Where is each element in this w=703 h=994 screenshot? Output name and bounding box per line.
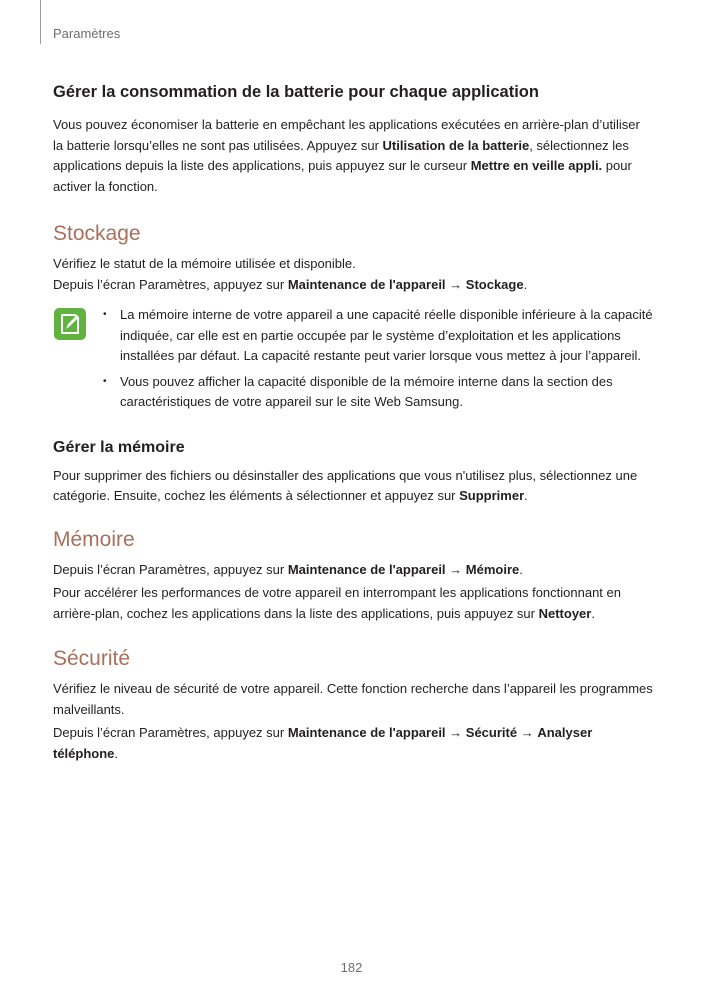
note-item: • La mémoire interne de votre appareil a une capacité réelle disponible inférieure à la capacité indiquée, car elle est en partie occupée par le système d’exploitation et les applications installées par défaut. La capacité restante peut varier lorsque vous mettez à jour l’appareil. — [101, 305, 653, 367]
page-content — [53, 80, 653, 764]
stockage-intro: Vérifiez le statut de la mémoire utilisée et disponible. — [53, 256, 356, 271]
note-item: • Vous pouvez afficher la capacité disponible de la mémoire interne dans la section des caractéristiques de votre appareil sur le site Web Samsung. — [101, 372, 653, 413]
memoire-paragraph: Pour accélérer les performances de votre appareil en interrompant les applications fonctionnant en arrière-plan, cochez les applications dans la liste des applications, puis appuyez sur Nettoyer. — [53, 585, 621, 621]
manage-memory-paragraph: Pour supprimer des fichiers ou désinstaller des applications que vous n'utilisez plus, sélectionnez une catégorie. Ensuite, cochez les éléments à sélectionner et appuyez sur Supprimer. — [53, 467, 638, 503]
securite-intro: Vérifiez le niveau de sécurité de votre appareil. Cette fonction recherche dans l’appareil les programmes malveillants. — [53, 681, 653, 717]
manage-memory-heading: Gérer la mémoire — [53, 438, 185, 456]
memoire-path: Depuis l’écran Paramètres, appuyez sur Maintenance de l'appareil → Mémoire. — [53, 561, 523, 577]
securite-path: Depuis l’écran Paramètres, appuyez sur Maintenance de l'appareil → Sécurité → Analyser téléphone. — [53, 725, 593, 761]
stockage-path: Depuis l’écran Paramètres, appuyez sur Maintenance de l'appareil → Stockage. — [53, 276, 528, 292]
section-title-memoire: Mémoire — [53, 527, 135, 551]
running-header: Paramètres — [53, 26, 121, 41]
note-block — [53, 305, 653, 413]
battery-heading: Gérer la consommation de la batterie pour chaque application — [53, 83, 539, 101]
section-title-securite: Sécurité — [53, 647, 131, 670]
battery-paragraph: Vous pouvez économiser la batterie en empêchant les applications exécutées en arrière-plan d’utiliser la batterie lorsqu’elles ne sont pas utilisées. Appuyez sur Utilisation de la batterie, sélectionnez les applications depuis la liste des applications, puis appuyez sur le curseur Mettre en veille appli. pour activer la fonction. — [53, 117, 640, 194]
header-rule — [40, 0, 41, 44]
page-number: 182 — [340, 960, 363, 975]
note-list — [53, 305, 653, 413]
note-icon — [54, 308, 86, 340]
section-title-stockage: Stockage — [53, 222, 141, 245]
